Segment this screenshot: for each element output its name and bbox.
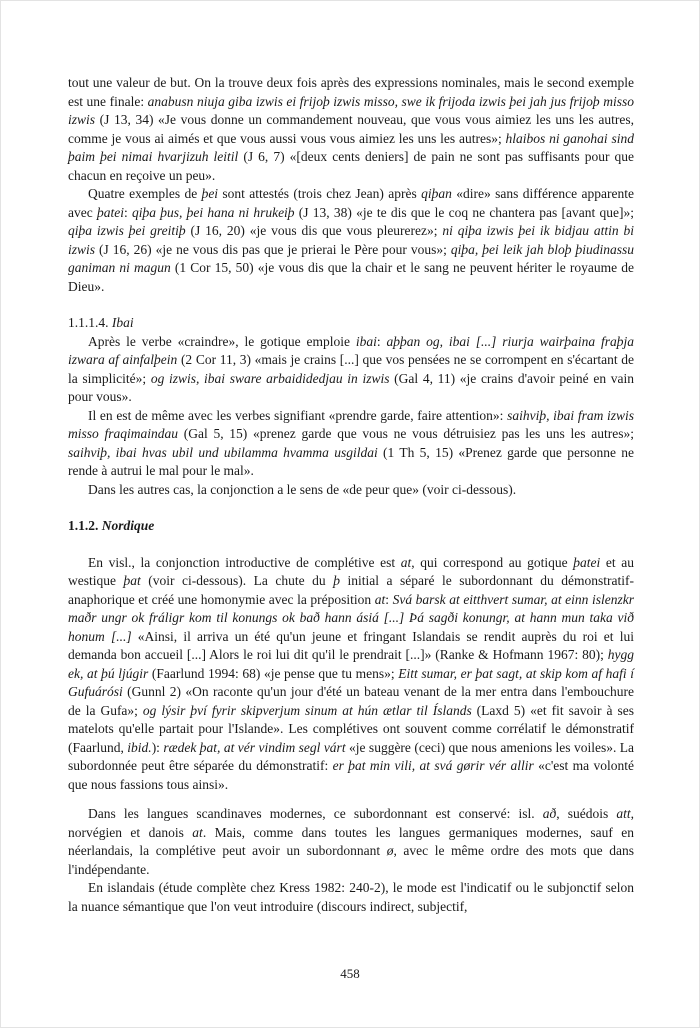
- heading-1-1-1-4-ibai: 1.1.1.4. Ibai: [68, 315, 134, 330]
- paragraph-islandais-mode: En islandais (étude complète chez Kress 1982: 240-2), le mode est l'indicatif ou le subjonctif selon la nuance sémantique que l'on veut introduire (discours indirect, subjectif,: [68, 880, 634, 914]
- text-block: [68, 74, 634, 916]
- paragraph-visl-at: En visl., la conjonction introductive de complétive est at, qui correspond au gotique þatei et au westique þat (voir ci-dessous). La chute du þ initial a séparé le subordonnant du démonstratif-anaphorique et créé une homonymie avec la préposition at: Svá barsk at eitthvert sumar, at einn islenzkr maðr ungr ok fráligr kom til konungs ok bað hann ásiá [...] Þá sagði konungr, at hann mun taka við honum [...] «Ainsi, il arriva un été qu'un jeune et fringant Islandais se rendit auprès du roi et lui demanda bon accueil [...] Alors le roi lui dit qu'il le prendrait [...]» (Ranke & Hofmann 1967: 80); hygg ek, at þú ljúgir (Faarlund 1994: 68) «je pense que tu mens»; Eitt sumar, er þat sagt, at skip kom af hafi í Gufuárósi (Gunnl 2) «On raconte qu'un jour d'été un bateau venant de la mer entra dans l'embouchure de la Gufa»; og lýsir því fyrir skipverjum sinum at hún ætlar til Íslands (Laxd 5) «et fit savoir à ses matelots qu'elle partait pour l'Islande». Les complétives ont souvent comme corrélatif le démonstratif (Faarlund, ibid.): rædek þat, at vér vindim segl várt «je suggère (ceci) que nous amenions les voiles». La subordonnée peut être séparée du démonstratif: er þat min vili, at svá gørir vér allir «c'est ma volonté que nous fassions tous ainsi».: [68, 554, 635, 792]
- paragraph-ibai-craindre: Après le verbe «craindre», le gotique emploie ibai: aþþan og, ibai [...] riurja wairþaina fraþja izwara af ainfalþein (2 Cor 11, 3) «mais je crains [...] que vos pensées ne se corrompent en s'écartant de la simplicité»; og izwis, ibai sware arbaididedjau in izwis (Gal 4, 11) «je crains d'avoir peiné en vain pour vous».: [68, 333, 634, 404]
- paragraph-autres-cas: Dans les autres cas, la conjonction a le sens de «de peur que» (voir ci-dessous).: [88, 481, 517, 497]
- page-number: 458: [340, 966, 360, 981]
- heading-1-1-2-nordique: 1.1.2. Nordique: [68, 518, 155, 533]
- paragraph-thei-examples: Quatre exemples de þei sont attestés (trois chez Jean) après qiþan «dire» sans différence apparente avec þatei: qiþa þus, þei hana ni hrukeiþ (J 13, 38) «je te dis que le coq ne chantera pas [avant que]»; qiþa izwis þei greitiþ (J 16, 20) «je vous dis que vous pleurerez»; ni qiþa izwis þei ik bidjau attin bi izwis (J 16, 26) «je ne vous dis pas que je prierai le Père pour vous»; qiþa, þei leik jah bloþ þiudinassu ganiman ni magun (1 Cor 15, 50) «je vous dis que la chair et le sang ne peuvent hériter le royaume de Dieu».: [68, 186, 635, 294]
- paragraph-frijoth-finale: tout une valeur de but. On la trouve deux fois après des expressions nominales, mais le second exemple est une finale: anabusn niuja giba izwis ei frijoþ izwis misso, swe ik frijoda izwis þei jah jus frijoþ misso izwis (J 13, 34) «Je vous donne un commandement nouveau, que vous vous aimiez les uns les autres, comme je vous ai aimés et que vous aussi vous vous aimiez les uns les autres»; hlaibos ni ganohai sind þaim þei nimai hvarjizuh leitil (J 6, 7) «[deux cents deniers] de pain ne sont pas suffisants pour que chacun en reçoive un peu».: [68, 75, 634, 183]
- paragraph-scandinaves-modernes: Dans les langues scandinaves modernes, ce subordonnant est conservé: isl. að, suédois att, norvégien et danois at. Mais, comme dans toutes les langues germaniques modernes, sauf en néerlandais, la complétive peut avoir un subordonnant ø, avec le même ordre des mots que dans l'indépendante.: [68, 806, 634, 877]
- paragraph-ibai-prendre-garde: Il en est de même avec les verbes signifiant «prendre garde, faire attention»: saihviþ, ibai fram izwis misso fraqimaindau (Gal 5, 15) «prenez garde que vous ne vous détruisiez pas les uns les autres»; saihviþ, ibai hvas ubil und ubilamma hvamma usgildai (1 Th 5, 15) «Prenez garde que personne ne rende à autrui le mal pour le mal».: [68, 407, 634, 478]
